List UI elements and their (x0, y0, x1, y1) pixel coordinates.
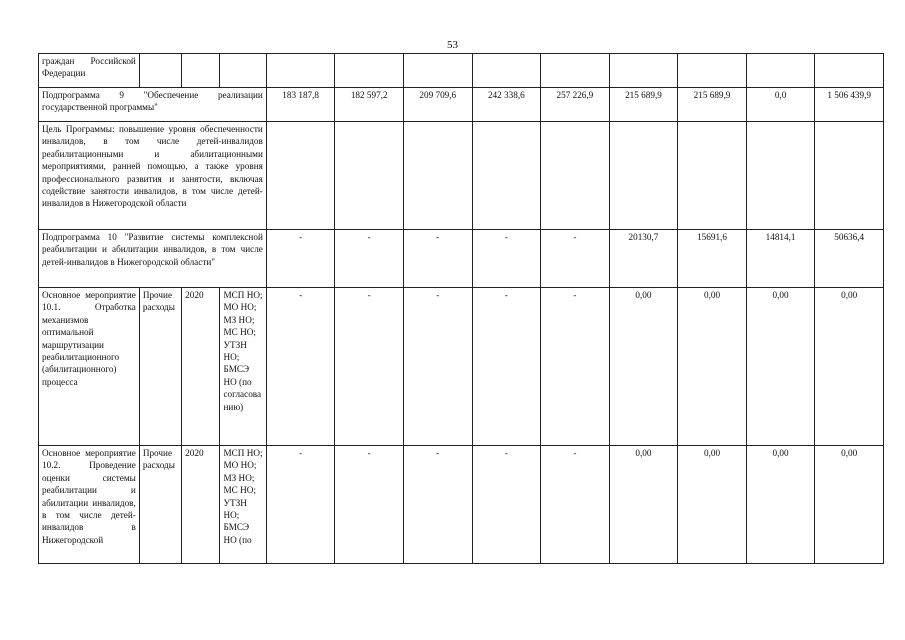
value-cell: - (541, 230, 610, 288)
executor-cell (220, 54, 266, 88)
value-cell: 183 187,8 (266, 88, 335, 122)
table-row (39, 446, 884, 564)
executor-cell: МСП НО; МО НО; МЗ НО; МС НО; УТЗН НО; БМСЭ НО (по (220, 446, 266, 564)
value-cell: - (266, 288, 335, 446)
value-cell (472, 54, 541, 88)
value-cell: 15691,6 (678, 230, 747, 288)
value-cell (266, 122, 335, 230)
table-row (39, 54, 884, 88)
value-cell: 0,00 (609, 446, 678, 564)
value-cell: - (472, 288, 541, 446)
table-row (39, 288, 884, 446)
value-cell: - (472, 230, 541, 288)
value-cell: - (472, 446, 541, 564)
table-row (39, 88, 884, 122)
value-cell: 1 506 439,9 (815, 88, 884, 122)
value-cell: - (541, 288, 610, 446)
value-cell: - (541, 446, 610, 564)
value-cell: 0,00 (746, 288, 815, 446)
value-cell: 20130,7 (609, 230, 678, 288)
value-cell: 0,00 (746, 446, 815, 564)
value-cell: - (335, 230, 404, 288)
value-cell: 0,00 (678, 288, 747, 446)
row-label: Подпрограмма 9 "Обеспечение реализации государственной программы" (39, 88, 267, 122)
value-cell (746, 122, 815, 230)
executor-cell: МСП НО; МО НО; МЗ НО; МС НО; УТЗН НО; БМСЭ НО (по согласованию) (220, 288, 266, 446)
value-cell (266, 54, 335, 88)
type-cell (139, 54, 181, 88)
value-cell (815, 54, 884, 88)
budget-table (38, 53, 884, 564)
value-cell (746, 54, 815, 88)
value-cell: 0,0 (746, 88, 815, 122)
value-cell: - (335, 446, 404, 564)
type-cell: Прочие расходы (139, 288, 181, 446)
year-cell: 2020 (182, 288, 220, 446)
value-cell: - (403, 230, 472, 288)
value-cell (403, 54, 472, 88)
value-cell (472, 122, 541, 230)
row-label: граждан Российской Федерации (39, 54, 140, 88)
value-cell: - (266, 446, 335, 564)
value-cell: 0,00 (678, 446, 747, 564)
value-cell: 0,00 (815, 288, 884, 446)
value-cell: - (403, 288, 472, 446)
row-label: Цель Программы: повышение уровня обеспеченности инвалидов, в том числе детей-инвалидов реабилитационными и абилитационными мероприятиями, ранней помощью, а также уровня профессионального развития и занятости, включая содействие занятости инвалидов, в том числе детей-инвалидов в Нижегородской области (39, 122, 267, 230)
table-row (39, 122, 884, 230)
value-cell (609, 122, 678, 230)
value-cell: 242 338,6 (472, 88, 541, 122)
value-cell: 0,00 (609, 288, 678, 446)
year-cell (182, 54, 220, 88)
value-cell: 14814,1 (746, 230, 815, 288)
value-cell (609, 54, 678, 88)
year-cell: 2020 (182, 446, 220, 564)
value-cell: 257 226,9 (541, 88, 610, 122)
value-cell (335, 122, 404, 230)
value-cell (815, 122, 884, 230)
value-cell: - (266, 230, 335, 288)
value-cell (678, 122, 747, 230)
value-cell (678, 54, 747, 88)
value-cell (403, 122, 472, 230)
type-cell: Прочие расходы (139, 446, 181, 564)
table-row (39, 230, 884, 288)
row-label: Основное мероприятие 10.1. Отработка механизмов оптимальной маршрутизации реабилитационного (абилитационного) процесса (39, 288, 140, 446)
row-label: Основное мероприятие 10.2. Проведение оценки системы реабилитации и абилитации инвалидов, в том числе детей-инвалидов в Нижегородской (39, 446, 140, 564)
page-number: 53 (447, 39, 458, 51)
value-cell: - (403, 446, 472, 564)
value-cell (541, 54, 610, 88)
value-cell: 209 709,6 (403, 88, 472, 122)
value-cell: 215 689,9 (609, 88, 678, 122)
value-cell (335, 54, 404, 88)
value-cell: 0,00 (815, 446, 884, 564)
value-cell: 215 689,9 (678, 88, 747, 122)
value-cell: - (335, 288, 404, 446)
value-cell: 182 597,2 (335, 88, 404, 122)
value-cell: 50636,4 (815, 230, 884, 288)
value-cell (541, 122, 610, 230)
row-label: Подпрограмма 10 "Развитие системы комплексной реабилитации и абилитации инвалидов, в том числе детей-инвалидов в Нижегородской области" (39, 230, 267, 288)
